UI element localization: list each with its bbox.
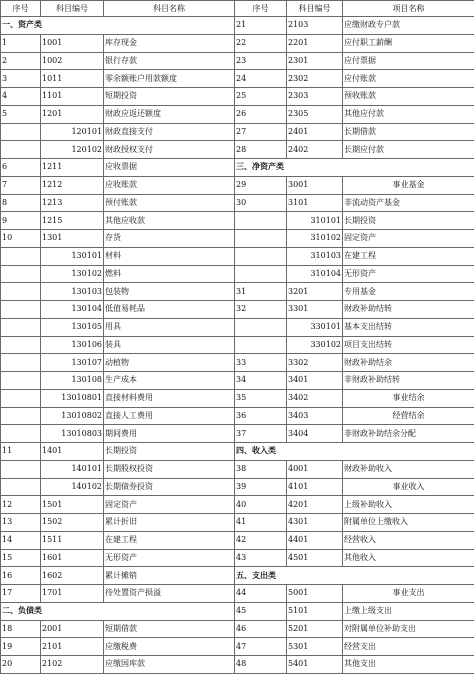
table-row [1,301,474,319]
table-row [1,638,474,656]
account-code-cell: 1002 [41,52,104,70]
seq-cell: 42 [235,531,287,549]
table-row [1,514,474,532]
account-code-cell: 3302 [287,354,343,372]
table-row [1,336,474,354]
seq-cell [1,247,41,265]
account-name-cell: 在建工程 [343,247,474,265]
seq-cell: 11 [1,443,41,461]
account-name-cell: 项目支出结转 [343,336,474,354]
account-name-cell: 事业基金 [343,176,474,194]
account-code-cell: 310104 [287,265,343,283]
table-row [1,443,474,461]
account-code-cell: 1601 [41,549,104,567]
seq-cell [1,336,41,354]
seq-cell [1,141,41,159]
table-row [1,372,474,390]
account-code-cell: 2103 [287,17,343,35]
seq-cell: 41 [235,514,287,532]
account-code-cell: 1213 [41,194,104,212]
seq-cell: 10 [1,230,41,248]
seq-cell [1,265,41,283]
account-name-cell: 其他支出 [343,656,474,674]
account-code-cell: 2101 [41,638,104,656]
account-code-cell: 3201 [287,283,343,301]
account-code-cell: 1701 [41,585,104,603]
table-row [1,105,474,123]
header-seq-right: 序号 [235,1,287,17]
table-row [1,52,474,70]
seq-cell [1,318,41,336]
account-name-cell: 短期投资 [104,88,235,106]
account-name-cell: 附属单位上缴收入 [343,514,474,532]
account-code-cell: 2303 [287,88,343,106]
seq-cell: 35 [235,389,287,407]
section-heading: 一、资产类 [1,17,235,35]
account-name-cell: 装具 [104,336,235,354]
account-name-cell: 待处置资产损溢 [104,585,235,603]
seq-cell [1,372,41,390]
seq-cell [235,336,287,354]
header-code-left: 科目编号 [41,1,104,17]
account-code-cell: 1201 [41,105,104,123]
account-name-cell: 长期投资 [104,443,235,461]
account-name-cell: 动植物 [104,354,235,372]
seq-cell [1,425,41,443]
account-name-cell: 应付票据 [343,52,474,70]
table-row [1,425,474,443]
seq-cell: 32 [235,301,287,319]
account-code-cell: 130105 [41,318,104,336]
account-name-cell: 预收账款 [343,88,474,106]
seq-cell: 48 [235,656,287,674]
table-row [1,88,474,106]
seq-cell: 28 [235,141,287,159]
account-code-cell: 5201 [287,620,343,638]
account-code-cell: 2305 [287,105,343,123]
table-row [1,354,474,372]
account-name-cell: 长期借款 [343,123,474,141]
table-row [1,620,474,638]
account-name-cell: 其他应收款 [104,212,235,230]
account-name-cell: 库存现金 [104,34,235,52]
table-row [1,265,474,283]
seq-cell [1,354,41,372]
seq-cell: 15 [1,549,41,567]
account-code-cell: 1511 [41,531,104,549]
account-name-cell: 短期借款 [104,620,235,638]
table-row [1,230,474,248]
table-row [1,159,474,177]
account-name-cell: 零余额账户用款额度 [104,70,235,88]
account-name-cell: 长期债券投资 [104,478,235,496]
account-code-cell: 130107 [41,354,104,372]
table-row [1,247,474,265]
account-name-cell: 长期应付款 [343,141,474,159]
account-name-cell: 上级补助收入 [343,496,474,514]
table-row [1,34,474,52]
seq-cell [235,247,287,265]
seq-cell: 36 [235,407,287,425]
account-code-cell: 2001 [41,620,104,638]
seq-cell: 21 [235,17,287,35]
table-row [1,176,474,194]
account-name-cell: 应收账款 [104,176,235,194]
seq-cell: 23 [235,52,287,70]
account-code-cell: 4301 [287,514,343,532]
account-name-cell: 期间费用 [104,425,235,443]
seq-cell: 38 [235,460,287,478]
account-name-cell: 经营支出 [343,638,474,656]
seq-cell: 24 [235,70,287,88]
account-code-cell: 5401 [287,656,343,674]
account-name-cell: 固定资产 [343,230,474,248]
account-code-cell: 330102 [287,336,343,354]
account-name-cell: 用具 [104,318,235,336]
seq-cell: 19 [1,638,41,656]
seq-cell: 20 [1,656,41,674]
account-name-cell: 财政补助结转 [343,301,474,319]
account-name-cell: 其他收入 [343,549,474,567]
account-code-cell: 4101 [287,478,343,496]
account-code-cell: 1101 [41,88,104,106]
account-code-cell: 130106 [41,336,104,354]
account-code-cell: 1502 [41,514,104,532]
account-code-cell: 3101 [287,194,343,212]
seq-cell: 14 [1,531,41,549]
seq-cell: 40 [235,496,287,514]
table-row [1,549,474,567]
account-name-cell: 材料 [104,247,235,265]
account-code-cell: 13010802 [41,407,104,425]
account-code-cell: 130101 [41,247,104,265]
table-row [1,496,474,514]
account-name-cell: 经营收入 [343,531,474,549]
account-name-cell: 事业收入 [343,478,474,496]
table-row [1,602,474,620]
account-name-cell: 无形资产 [343,265,474,283]
seq-cell: 9 [1,212,41,230]
seq-cell: 43 [235,549,287,567]
account-name-cell: 非财政补助结转 [343,372,474,390]
seq-cell [1,283,41,301]
table-row [1,478,474,496]
account-code-cell: 3001 [287,176,343,194]
account-name-cell: 非流动资产基金 [343,194,474,212]
account-code-cell: 13010801 [41,389,104,407]
account-name-cell: 直接人工费用 [104,407,235,425]
account-name-cell: 存货 [104,230,235,248]
account-code-cell: 3403 [287,407,343,425]
account-code-cell: 2102 [41,656,104,674]
account-code-cell: 4001 [287,460,343,478]
seq-cell: 12 [1,496,41,514]
seq-cell: 2 [1,52,41,70]
account-code-cell: 5101 [287,602,343,620]
account-code-cell: 330101 [287,318,343,336]
seq-cell: 4 [1,88,41,106]
account-name-cell: 应缴财政专户款 [343,17,474,35]
seq-cell: 25 [235,88,287,106]
seq-cell [235,265,287,283]
account-name-cell: 上缴上级支出 [343,602,474,620]
seq-cell [1,123,41,141]
account-name-cell: 应缴国库款 [104,656,235,674]
account-code-cell: 140101 [41,460,104,478]
account-code-cell: 1211 [41,159,104,177]
header-row [1,1,474,17]
account-name-cell: 财政直接支付 [104,123,235,141]
account-code-cell: 2301 [287,52,343,70]
table-row [1,460,474,478]
seq-cell: 18 [1,620,41,638]
account-code-cell: 310102 [287,230,343,248]
account-code-cell: 310101 [287,212,343,230]
seq-cell: 3 [1,70,41,88]
account-code-cell: 5301 [287,638,343,656]
account-name-cell: 对附属单位补助支出 [343,620,474,638]
seq-cell [1,478,41,496]
table-row [1,123,474,141]
account-name-cell: 非财政补助结余分配 [343,425,474,443]
account-code-cell: 5001 [287,585,343,603]
seq-cell: 26 [235,105,287,123]
account-code-cell: 1401 [41,443,104,461]
account-code-cell: 3301 [287,301,343,319]
account-name-cell: 长期股权投资 [104,460,235,478]
account-name-cell: 银行存款 [104,52,235,70]
account-name-cell: 固定资产 [104,496,235,514]
seq-cell: 47 [235,638,287,656]
seq-cell: 6 [1,159,41,177]
table-row [1,212,474,230]
seq-cell: 1 [1,34,41,52]
seq-cell: 31 [235,283,287,301]
account-name-cell: 应付账款 [343,70,474,88]
account-name-cell: 应付职工薪酬 [343,34,474,52]
seq-cell: 5 [1,105,41,123]
account-name-cell: 无形资产 [104,549,235,567]
account-name-cell: 预付账款 [104,194,235,212]
header-name-right: 项目名称 [343,1,474,17]
account-code-cell: 130108 [41,372,104,390]
seq-cell [1,389,41,407]
table-row [1,531,474,549]
account-code-cell: 4501 [287,549,343,567]
table-row [1,567,474,585]
account-code-cell: 13010803 [41,425,104,443]
account-name-cell: 专用基金 [343,283,474,301]
seq-cell: 22 [235,34,287,52]
account-code-cell: 2401 [287,123,343,141]
table-row [1,283,474,301]
seq-cell [1,301,41,319]
account-name-cell: 应缴税费 [104,638,235,656]
account-name-cell: 生产成本 [104,372,235,390]
account-code-cell: 130102 [41,265,104,283]
header-name-left: 科目名称 [104,1,235,17]
seq-cell [1,407,41,425]
seq-cell [235,318,287,336]
account-code-cell: 3402 [287,389,343,407]
section-heading: 四、收入类 [235,443,474,461]
account-code-cell: 1301 [41,230,104,248]
account-name-cell: 直接材料费用 [104,389,235,407]
seq-cell: 16 [1,567,41,585]
seq-cell: 29 [235,176,287,194]
account-code-cell: 1602 [41,567,104,585]
seq-cell [1,460,41,478]
section-heading: 二、负债类 [1,602,235,620]
account-name-cell: 长期投资 [343,212,474,230]
seq-cell: 39 [235,478,287,496]
header-code-right: 科目编号 [287,1,343,17]
account-name-cell: 财政应返还额度 [104,105,235,123]
account-code-cell: 3404 [287,425,343,443]
seq-cell: 13 [1,514,41,532]
account-name-cell: 应收票据 [104,159,235,177]
header-seq-left: 序号 [1,1,41,17]
account-name-cell: 累计折旧 [104,514,235,532]
section-heading: 五、支出类 [235,567,474,585]
account-code-cell: 120102 [41,141,104,159]
account-name-cell: 在建工程 [104,531,235,549]
seq-cell: 17 [1,585,41,603]
account-code-cell: 310103 [287,247,343,265]
seq-cell: 33 [235,354,287,372]
seq-cell: 34 [235,372,287,390]
table-row [1,70,474,88]
table-row [1,585,474,603]
account-name-cell: 事业支出 [343,585,474,603]
account-code-cell: 3401 [287,372,343,390]
seq-cell: 27 [235,123,287,141]
account-code-cell: 1001 [41,34,104,52]
account-name-cell: 其他应付款 [343,105,474,123]
table-row [1,17,474,35]
account-name-cell: 财政补助结余 [343,354,474,372]
seq-cell [235,212,287,230]
account-code-cell: 1501 [41,496,104,514]
account-code-cell: 120101 [41,123,104,141]
account-name-cell: 包装物 [104,283,235,301]
seq-cell: 30 [235,194,287,212]
table-row [1,318,474,336]
account-code-cell: 1212 [41,176,104,194]
account-name-cell: 财政补助收入 [343,460,474,478]
table-row [1,656,474,674]
table-row [1,194,474,212]
seq-cell: 37 [235,425,287,443]
account-name-cell: 经营结余 [343,407,474,425]
seq-cell [235,230,287,248]
section-heading: 三、净资产类 [235,159,474,177]
account-code-cell: 130103 [41,283,104,301]
table-row [1,407,474,425]
account-name-cell: 财政授权支付 [104,141,235,159]
table-row [1,389,474,407]
seq-cell: 8 [1,194,41,212]
account-name-cell: 基本支出结转 [343,318,474,336]
seq-cell: 7 [1,176,41,194]
table-body [1,1,474,674]
account-code-cell: 4201 [287,496,343,514]
account-code-cell: 130104 [41,301,104,319]
account-code-cell: 2302 [287,70,343,88]
seq-cell: 44 [235,585,287,603]
account-code-cell: 2402 [287,141,343,159]
account-code-cell: 140102 [41,478,104,496]
account-name-cell: 累计摊销 [104,567,235,585]
seq-cell: 46 [235,620,287,638]
account-code-cell: 4401 [287,531,343,549]
account-code-cell: 1215 [41,212,104,230]
account-code-cell: 2201 [287,34,343,52]
account-name-cell: 事业结余 [343,389,474,407]
seq-cell: 45 [235,602,287,620]
table-row [1,141,474,159]
account-name-cell: 低值易耗品 [104,301,235,319]
account-name-cell: 燃料 [104,265,235,283]
account-code-cell: 1011 [41,70,104,88]
